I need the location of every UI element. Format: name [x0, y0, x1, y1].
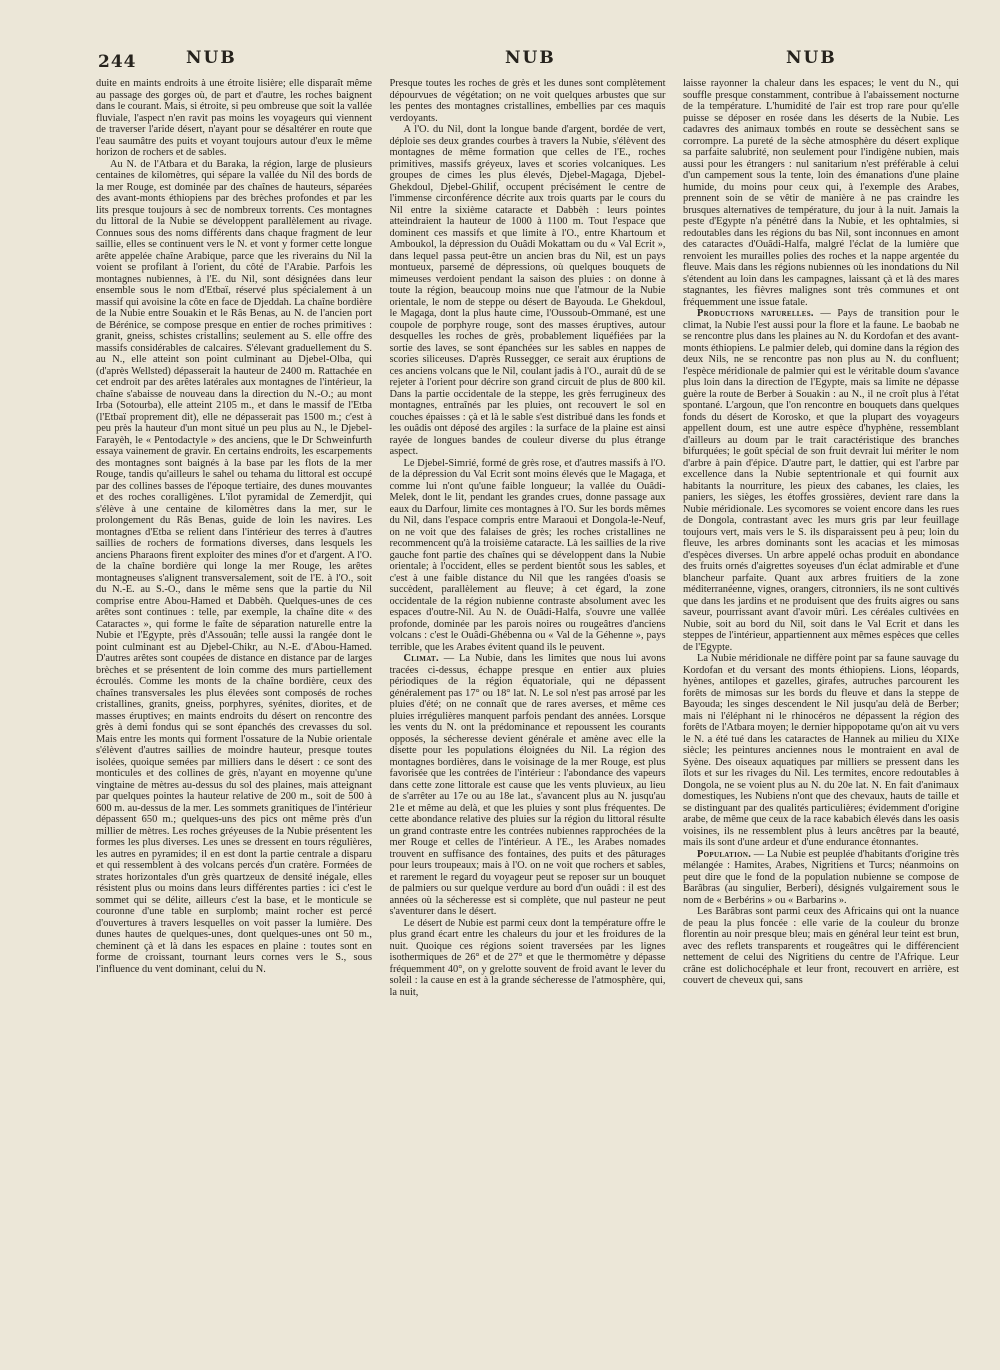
paragraph-text: — La Nubie est peuplée d'habitants d'origine très mélangée : Hamites, Arabes, Nigritiens et Turcs; néanmoins on peut dire que le fond de la population nubienne se compose de Barâbras (au singulier, Berberi), désignés vulgairement sous le nom de « Berbérins » ou « Barbarins ». — [683, 848, 959, 906]
section-heading-population: Population. — [697, 848, 752, 860]
paragraph-text: — Pays de transition pour le climat, la Nubie l'est aussi pour la flore et la faune. Le baobab ne se rencontre plus dans les plaines au N. du Kordofan et des avant-monts éthiopiens. Le palmier deleb, qui domine dans la région des deux Nils, ne se rencontre pas non plus au N. du confluent; l'espèce méridionale de palmier qui est le véritable doum s'avance plus loin dans la direction de l'Egypte, mais sa limite ne dépasse guère la route de Berber à Souakin : au N., il ne croît plus à l'état spontané. L'argoun, que l'on rencontre en bouquets dans quelques fonds du désert de Korosko, et que la plupart des voyageurs appellent doum, est une autre espèce d'hyphène, ressemblant d'ailleurs au doum par le trait caractéristique des branches bifurquées; le goût spécial de son fruit devrait lui mériter le nom d'arbre à pain d'épice. D'autre part, le dattier, qui est l'arbre par excellence dans la Nubie septentrionale et qui fournit aux habitants la nourriture, les pieux des cabanes, les claies, les paniers, les sièges, les étoffes grossières, devient rare dans la Nubie méridionale. Les sycomores se voient encore dans les rues de Dongola, contrastant avec les murs gris par leur feuillage toujours vert, mais vers le S. ils disparaissent peu à peu; loin du fleuve, les arbres dominants sont les acacias et les mimosas d'espèces diverses. Un arbre appelé ochas produit en abondance des fruits ornés d'aigrettes soyeuses d'un éclat admirable et d'une blancheur parfaite. Quant aux arbres fruitiers de la zone méditerranéenne, vignes, orangers, citronniers, ils ne sont cultivés que dans les jardins et ne produisent que des fruits aigres ou sans saveur, pourrissant avant d'avoir mûri. Les céréales cultivées en Nubie, soit au bord du Nil, soit dans le Val Ecrit et dans les steppes de l'intérieur, appartiennent aux mêmes espèces que celles de l'Egypte. — [683, 308, 959, 653]
paragraph — [683, 308, 959, 653]
column-2 — [390, 78, 666, 1360]
running-head-middle: NUB — [505, 48, 556, 68]
column-3 — [683, 78, 959, 1360]
paragraph: La Nubie méridionale ne diffère point par sa faune sauvage du Kordofan et du versant des monts éthiopiens. Lions, léopards, hyènes, antilopes et gazelles, girafes, autruches parcourent les forêts de mimosas sur les bords du fleuve et dans la steppe de Bayouda; les singes descendent le Nil jusqu'au delà de Berber; mais ni l'éléphant ni le rhinocéros ne dépassent la région des forêts de l'Atbara moyen; le dernier hippopotame qu'on ait vu vers le N. a été tué dans les cataractes de Hannek au milieu du XIXe siècle; les peintures anciennes nous le montraient en aval de Syène. Des oiseaux aquatiques par milliers se pressent dans les îlots et sur les rivages du Nil. Les termites, encore redoutables à Dongola, ne se voient plus au N. du 20e lat. N. En fait d'animaux domestiques, les Nubiens n'ont que des chevaux, hauts de taille et se distinguant par des qualités particulières; évidemment d'origine arabe, de même que ceux de la race kababich élevés dans les oasis voisines, ils ne ressemblent plus à leurs ancêtres par la beauté, mais ils sont d'une ardeur et d'une endurance étonnantes. — [683, 653, 959, 848]
paragraph: duite en maints endroits à une étroite lisière; elle disparaît même au passage des gorges où, de part et d'autre, les roches baignent dans le courant. Mais, si étroite, si peu ombreuse que soit la vallée fluviale, l'aspect n'en ravit pas moins les voyageurs qui viennent de traverser l'aride désert, n'ayant pour se désaltérer en route que l'eau saumâtre des puits et voyant toujours autour d'eux le même horizon de rochers et de sables. — [96, 78, 372, 158]
paragraph: Au N. de l'Atbara et du Baraka, la région, large de plusieurs centaines de kilomètres, qui sépare la vallée du Nil des bords de la mer Rouge, est dominée par des chaînes de hauteurs, séparées des avant-monts éthiopiens par des brèches profondes et par les lits presque toujours à sec de nombreux torrents. Ces montagnes du littoral de la Nubie se développent parallèlement au rivage. Connues sous des noms différents dans chaque fragment de leur saillie, elles se continuent vers le N. et vont y former cette longue arête appelée chaîne Arabique, parce que les riverains du Nil la voient se profilant à l'orient, du côté de l'Arabie. Parfois les montagnes nubiennes, à l'E. du Nil, sont désignées dans leur ensemble sous le nom d'Etbaï, réservé plus spécialement à un massif qui avoisine la côte en face de Djeddah. La chaîne bordière de la Nubie entre Souakin et le Râs Benas, au N. de l'ancien port de Bérénice, se compose presque en entier de roches primitives : granit, gneiss, schistes cristallins; seulement au S. elle offre des massifs considérables de calcaires. S'élevant graduellement du S. au N., elle atteint son point culminant au Djebel-Olba, qui (d'après Wellsted) dépasserait la hauteur de 2400 m. Rattachée en cet endroit par des arêtes latérales aux montagnes de l'intérieur, la chaîne s'abaisse de nouveau dans la direction du N.-O.; au mont Irba (Sotourba), elle atteint 2105 m., et dans le massif de l'Etba (l'Etbaï proprement dit), elle ne dépasserait pas 1500 m.; c'est à peu près la hauteur d'un mont situé un peu plus au N., le Djebel-Farayèh, le « Pentodactyle » des anciens, que le Dr Schweinfurth essaya vainement de gravir. En certains endroits, les escarpements des montagnes sont baignés à la base par les flots de la mer Rouge, tandis qu'ailleurs le sahel ou tehama du littoral est occupé par des collines basses de l'époque tertiaire, des dunes mouvantes et des roches coralligènes. L'îlot pyramidal de Zemerdjit, qui s'élève à une centaine de kilomètres dans la mer, sur le prolongement du Râs Benas, guide de loin les navires. Les montagnes d'Etba se relient dans l'intérieur des terres à d'autres saillies de rochers de formations diverses, dans lesquels les anciens Pharaons firent exploiter des mines d'or et d'argent. A l'O. de la chaîne bordière qui longe la mer Rouge, les arêtes montagneuses s'alignent transversalement, soit de l'E. à l'O., soit du N.-E. au S.-O., dans le même sens que la partie du Nil comprise entre Abou-Hamed et Dabbèh. Quelques-unes de ces arêtes sont continues : telle, par exemple, la chaîne dite « des Cataractes », qui forme le faîte de séparation naturelle entre la Nubie et l'Egypte, près d'Assouân; telle aussi la rangée dont le point culminant est au Djebel-Chikr, au N.-E. d'Abou-Hamed. D'autres arêtes sont coupées de distance en distance par de larges brèches et se présentent de loin comme des murs partiellement écroulés. Comme les monts de la chaîne bordière, ceux des chaînes transversales les plus élevées sont composés de roches cristallines, granits, gneiss, porphyres, syénites, diorites, et de masses éruptives; en maints endroits du désert on rencontre des grès à demi fondus qui se sont épanchés des crevasses du sol. Mais entre les monts qui forment l'ossature de la Nubie orientale s'élèvent d'autres saillies de moindre hauteur, presque toutes isolées, quoique semées par milliers dans le désert : ce sont des monticules et des collines de grès, n'ayant en moyenne qu'une vingtaine de mètres au-dessus du sol des plaines, mais atteignant par quelques pointes la hauteur relative de 200 m., soit de 500 à 600 m. au-dessus de la mer. Les sommets granitiques de l'intérieur dépassent 650 m.; quelques-uns des pics ont même près d'un millier de mètres. Les roches gréyeuses de la Nubie présentent les formes les plus diverses. Les unes se dressent en tours régulières, les autres en pyramides; il en est dont la partie centrale a disparu et qui ressemblent à des volcans percés d'un cratère. Formées de strates horizontales d'un grès quartzeux de densité inégale, elles résistent plus ou moins dans leurs différentes parties : ici c'est le sommet qui se délite, ailleurs c'est la base, et le monticule se couronne d'une table en surplomb; maint rocher est percé d'ouvertures à travers lesquelles on voit passer la lumière. Des dunes hautes de quelques-unes, dont quelques-unes ont 50 m., cheminent çà et là dans les espaces en plaine : toutes sont en forme de croissant, tournant leurs cornes vers le S., sous l'influence du vent dominant, celui du N. — [96, 158, 372, 975]
paragraph: Presque toutes les roches de grès et les dunes sont complètement dépourvues de végétation; on ne voit quelques arbustes que sur les pentes des montagnes cristallines, embellies par ces maquis verdoyants. — [389, 78, 666, 124]
running-head-right: NUB — [786, 48, 837, 68]
running-head-left: NUB — [186, 48, 237, 68]
paragraph: Le désert de Nubie est parmi ceux dont la température offre le plus grand écart entre les chaleurs du jour et les froidures de la nuit. Quoique ces régions soient traversées par les lignes isothermiques de 26° et de 27° et que le thermomètre y dépasse fréquemment 40°, on y grelotte souvent de froid avant le lever du soleil : la cause en est à la grande sécheresse de l'atmosphère, qui, la nuit, — [389, 917, 666, 998]
section-heading-climat: Climat. — [403, 653, 439, 664]
paragraph: Les Barâbras sont parmi ceux des Africains qui ont la nuance de peau la plus foncée : elle varie de la couleur du bronze florentin au noir presque bleu; mais en général leur teint est brun, avec des reflets transparents et rougeâtres qui le différencient nettement de celui des Nigritiens du centre de l'Afrique. Leur crâne est dolichocéphale et leur front, recouvert en arrière, est couvert de cheveux qui, sans — [683, 906, 959, 986]
section-heading-productions: Productions naturelles. — [697, 308, 814, 319]
text-columns — [96, 78, 959, 1360]
column-1 — [96, 78, 372, 1360]
paragraph: A l'O. du Nil, dont la longue bande d'argent, bordée de vert, déploie ses deux grandes courbes à travers la Nubie, s'élèvent des montagnes de même formation que celles de l'E., roches primitives, massifs gréyeux, laves et scories volcaniques. Les groupes de cimes les plus élevés, Djebel-Magaga, Djebel-Ghekdoul, Djebel-Ghilif, occupent précisément le centre de l'immense circonférence décrite aux trois quarts par le cours du Nil entre la sixième cataracte et Dabbèh : leurs pointes atteindraient la hauteur de 1000 à 1100 m. Tout l'espace que dominent ces massifs et que limite à l'O., entre Khartoum et Amboukol, la dépression du Ouâdi Mokattam ou du « Val Ecrit », dans lequel passa peut-être un ancien bras du Nil, est un pays montueux, parsemé de dépressions, où quelques bouquets de mimeuses verdoient pendant la saison des pluies : on donne à toute la région, beaucoup moins nue que l'atmour de la Nubie orientale, le nom de steppe ou désert de Bayouda. Le Ghekdoul, le Magaga, dont la plus haute cime, l'Oussoub-Ommané, est une coupole de porphyre rouge, sont des masses éruptives, autour desquelles les roches de grès, probablement liquéfiées par la sortie des laves, se sont épanchées sur les sables en nappes de scories siliceuses. D'après Russegger, ce serait aux éruptions de ces anciens volcans que le Nil, coulant jadis à l'O., aurait dû de se rejeter à l'orient pour décrire son grand circuit de plus de 800 kil. Dans la partie occidentale de la steppe, les grès ferrugineux des montagnes, entraînés par les pluies, ont recouvert le sol en couches épaisses : çà et là le sable s'est distribué dans les fonds et les ouâdis ont déposé des argiles : la surface de la plaine est ainsi rayée de longues bandes de couleur diverse du plus étrange aspect. — [389, 124, 666, 457]
paragraph — [390, 653, 666, 918]
paragraph: laisse rayonner la chaleur dans les espaces; le vent du N., qui souffle presque constamment, contribue à l'abaissement nocturne de la température. L'humidité de l'air est trop rare pour qu'elle puisse se déposer en rosée dans les déserts de la Nubie. Les cadavres des animaux tombés en route se dessèchent sans se corrompre. La pureté de la sèche atmosphère du désert explique sa parfaite salubrité, non seulement pour l'indigène nubien, mais aussi pour les étrangers : nul sanitarium n'est préférable à celui d'un campement sous la tente, loin des émanations d'une plaine humide, du moins pour ceux qui, à l'exemple des Arabes, prennent soin de se vêtir de manière à ne pas craindre les brusques alternatives de température, du jour à la nuit. Jamais la peste d'Egypte n'a pénétré dans la Nubie, et les ophtalmies, si redoutables dans les régions du bas Nil, sont inconnues en amont des cataractes d'Ouâdi-Halfa, malgré l'éclat de la lumière que renvoient les murailles polies des roches et la nappe argentée du fleuve. Mais dans les régions nubiennes où les inondations du Nil s'étendent au loin dans les campagnes, laissant çà et là des mares stagnantes, les fièvres malignes sont très communes et ont fréquemment une issue fatale. — [683, 78, 959, 308]
page-number: 244 — [98, 52, 137, 72]
paragraph-text: — La Nubie, dans les limites que nous lui avons tracées ci-dessus, échappe presque en entier aux pluies périodiques de la région équatoriale, qui ne dépassent généralement pas 17° ou 18° lat. N. Le sol n'est pas arrosé par les pluies d'été; on ne connaît que de rares averses, et même ces pluies irrégulières manquent parfois pendant des années. Lorsque les vents du N. ont la prédominance et repoussent les courants opposés, la sécheresse devient générale et amène avec elle la disette pour les populations éloignées du Nil. La région des montagnes bordières, dans le voisinage de la mer Rouge, est plus favorisée que les contrées de l'intérieur : l'abondance des vapeurs dans cette zone littorale est cause que les vents pluvieux, au lieu de s'arrêter au 17e ou au 18e lat., s'avancent plus au N. jusqu'au 21e et même au delà, et que les pluies y sont plus fréquentes. De cette abondance relative des pluies sur la région du littoral résulte un grand contraste entre les contrées nubiennes rapprochées de la mer Rouge et celles de l'intérieur. A l'E., les Arabes nomades trouvent en suffisance des fontaines, des puits et des pâturages pour leurs troupeaux; mais à l'O. on ne voit que rochers et sables, et rarement le regard du voyageur peut se reposer sur un bouquet de palmiers ou sur quelque verdure au bord d'un ouâdi : il est des années où la sécheresse est si complète, que nul pasteur ne peut s'aventurer dans le désert. — [389, 653, 666, 917]
paragraph: Le Djebel-Simrié, formé de grès rose, et d'autres massifs à l'O. de la dépression du Val Ecrit sont moins élevés que le Magaga, et comme lui n'ont qu'une faible longueur; la vallée du Ouâdi-Melek, dont le lit, pendant les grandes crues, donne passage aux eaux du Darfour, limite ces montagnes à l'O. Sur les bords mêmes du Nil, dans l'espace compris entre Maraoui et Dongola-le-Neuf, on ne voit que des falaises de grès; les roches cristallines ne recommencent qu'à la troisième cataracte. Là les saillies de la rive gauche font partie des chaînes qui se développent dans la Nubie orientale; à l'occident, elles se perdent bientôt sous les sables, et c'est à une faible distance du Nil que les rangées d'oasis se succèdent, parallèlement au fleuve; à cet égard, la zone occidentale de la région nubienne contraste absolument avec les espaces d'outre-Nil. Au N. de Ouâdi-Halfa, s'ouvre une vallée profonde, dominée par les parois noires ou rougeâtres d'anciens volcans : c'est le Ouâdi-Ghébenna ou « Val de la Géhenne », pays terrible, que les Arabes évitent quand ils le peuvent. — [389, 457, 666, 653]
paragraph — [683, 849, 959, 907]
